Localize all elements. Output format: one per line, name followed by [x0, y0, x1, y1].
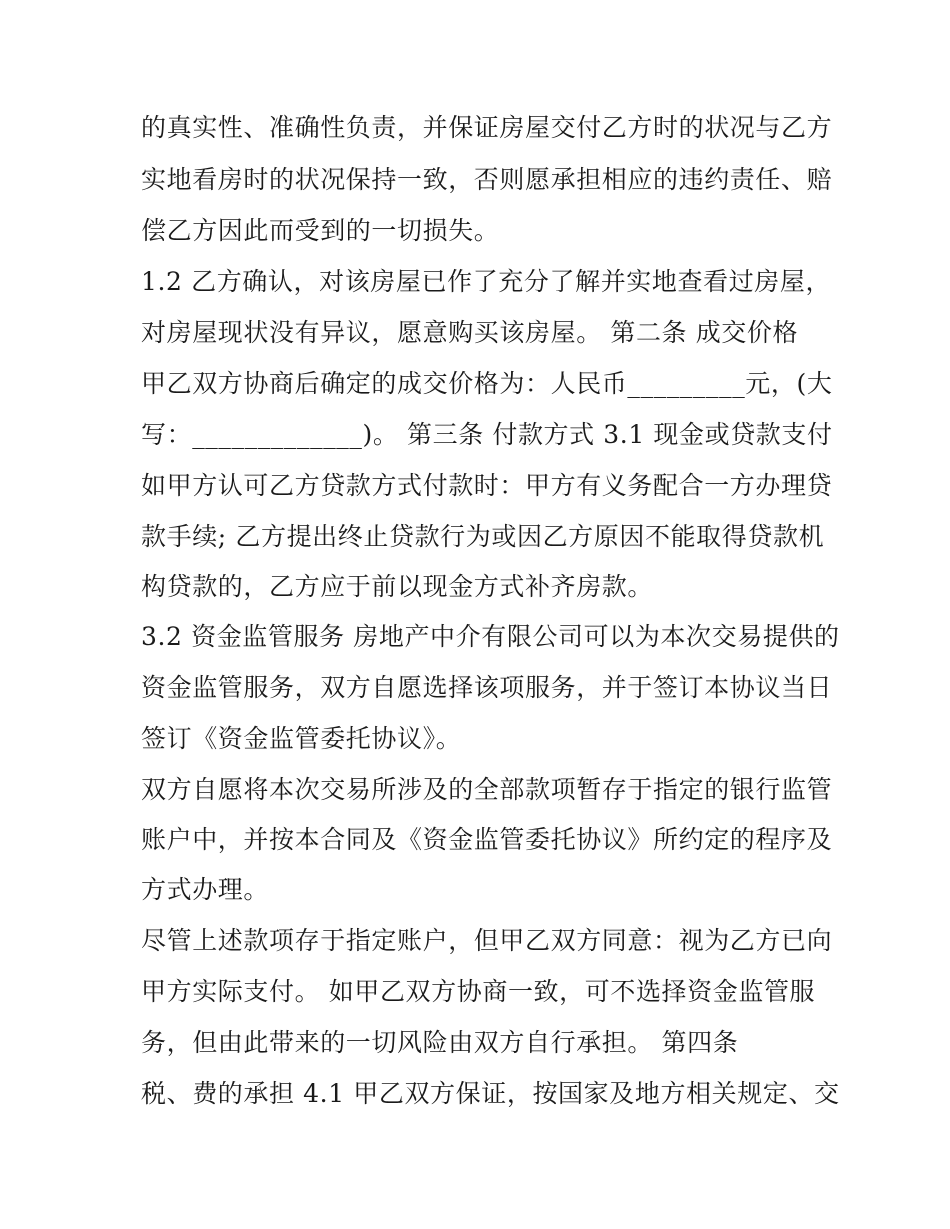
- text-line-9: 款手续; 乙方提出终止贷款行为或因乙方原因不能取得贷款机: [141, 522, 825, 551]
- text-line-13: 签订《资金监管委托协议》。: [141, 724, 462, 753]
- text-line-12: 资金监管服务，双方自愿选择该项服务，并于签订本协议当日: [141, 673, 833, 702]
- text-line-1: 的真实性、准确性负责，并保证房屋交付乙方时的状况与乙方: [141, 113, 833, 142]
- text-line-19: 务，但由此带来的一切风险由双方自行承担。 第四条: [141, 1028, 739, 1057]
- text-line-18: 甲方实际支付。 如甲乙双方协商一致，可不选择资金监管服: [141, 977, 816, 1006]
- text-line-15: 账户中，并按本合同及《资金监管委托协议》所约定的程序及: [141, 825, 833, 854]
- text-line-17: 尽管上述款项存于指定账户，但甲乙双方同意：视为乙方已向: [141, 926, 833, 955]
- text-line-11: 3.2 资金监管服务 房地产中介有限公司可以为本次交易提供的: [141, 622, 840, 651]
- text-line-10: 构贷款的，乙方应于前以现金方式补齐房款。: [141, 572, 654, 601]
- text-line-16: 方式办理。: [141, 875, 270, 904]
- text-line-2: 实地看房时的状况保持一致，否则愿承担相应的违约责任、赔: [141, 165, 833, 194]
- text-line-3: 偿乙方因此而受到的一切损失。: [141, 216, 500, 245]
- text-line-8: 如甲方认可乙方贷款方式付款时：甲方有义务配合一方办理贷: [141, 471, 833, 500]
- text-line-4: 1.2 乙方确认，对该房屋已作了充分了解并实地查看过房屋，: [141, 267, 832, 296]
- text-line-20: 税、费的承担 4.1 甲乙双方保证，按国家及地方相关规定、交: [141, 1079, 840, 1108]
- text-line-6: 甲乙双方协商后确定的成交价格为：人民币_________元，(大: [141, 369, 833, 398]
- text-line-7: 写：_____________)。 第三条 付款方式 3.1 现金或贷款支付: [141, 420, 833, 449]
- text-line-14: 双方自愿将本次交易所涉及的全部款项暂存于指定的银行监管: [141, 775, 833, 804]
- text-line-5: 对房屋现状没有异议，愿意购买该房屋。 第二条 成交价格: [141, 318, 799, 347]
